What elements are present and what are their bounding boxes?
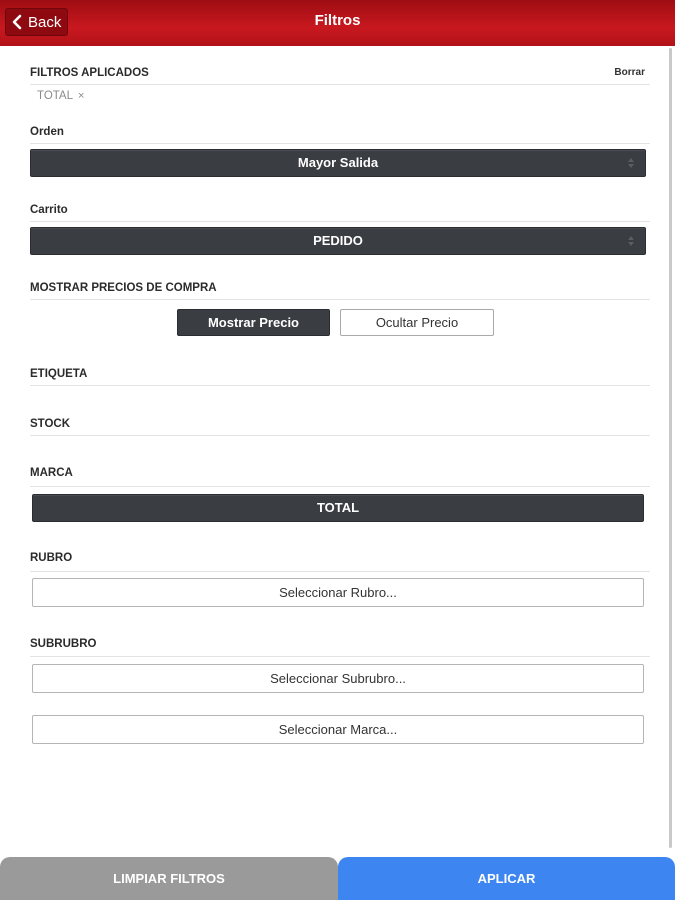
- divider: [30, 84, 650, 85]
- precios-label: MOSTRAR PRECIOS DE COMPRA: [30, 282, 217, 294]
- applied-filter-tag[interactable]: [37, 90, 84, 102]
- up-down-arrows-icon: [627, 157, 635, 169]
- etiqueta-label[interactable]: ETIQUETA: [30, 368, 88, 380]
- apply-button[interactable]: APLICAR: [338, 857, 675, 900]
- page-title: Filtros: [314, 12, 361, 29]
- divider: [30, 571, 650, 572]
- up-down-arrows-icon: [627, 235, 635, 247]
- subrubro-label: SUBRUBRO: [30, 638, 97, 650]
- rubro-select[interactable]: Seleccionar Rubro...: [32, 578, 644, 607]
- divider: [30, 486, 650, 487]
- divider: [30, 435, 650, 436]
- marca-label: MARCA: [30, 467, 73, 479]
- show-price-button[interactable]: Mostrar Precio: [177, 309, 330, 336]
- marca-value: TOTAL: [316, 500, 360, 515]
- tag-label: TOTAL: [37, 90, 73, 102]
- subrubro-select[interactable]: Seleccionar Subrubro...: [32, 664, 644, 693]
- divider: [30, 385, 650, 386]
- clear-applied-link[interactable]: Borrar: [614, 67, 645, 78]
- orden-value: Mayor Salida: [297, 155, 379, 170]
- marca-select[interactable]: [32, 494, 644, 522]
- orden-select[interactable]: [30, 149, 646, 177]
- back-label: Back: [28, 13, 62, 31]
- orden-label: Orden: [30, 126, 64, 138]
- divider: [30, 143, 650, 144]
- carrito-value: PEDIDO: [313, 233, 363, 248]
- carrito-select[interactable]: [30, 227, 646, 255]
- header-bar: [0, 0, 675, 46]
- carrito-label: Carrito: [30, 204, 68, 216]
- marca-picker-select[interactable]: Seleccionar Marca...: [32, 715, 644, 744]
- scrollbar[interactable]: [669, 48, 672, 848]
- applied-filters-label: FILTROS APLICADOS: [30, 67, 149, 79]
- close-icon[interactable]: ×: [78, 90, 85, 102]
- hide-price-button[interactable]: Ocultar Precio: [340, 309, 494, 336]
- divider: [30, 299, 650, 300]
- divider: [30, 656, 650, 657]
- divider: [30, 221, 650, 222]
- rubro-label: RUBRO: [30, 552, 73, 564]
- clear-filters-button[interactable]: LIMPIAR FILTROS: [0, 857, 338, 900]
- stock-label[interactable]: STOCK: [30, 418, 71, 430]
